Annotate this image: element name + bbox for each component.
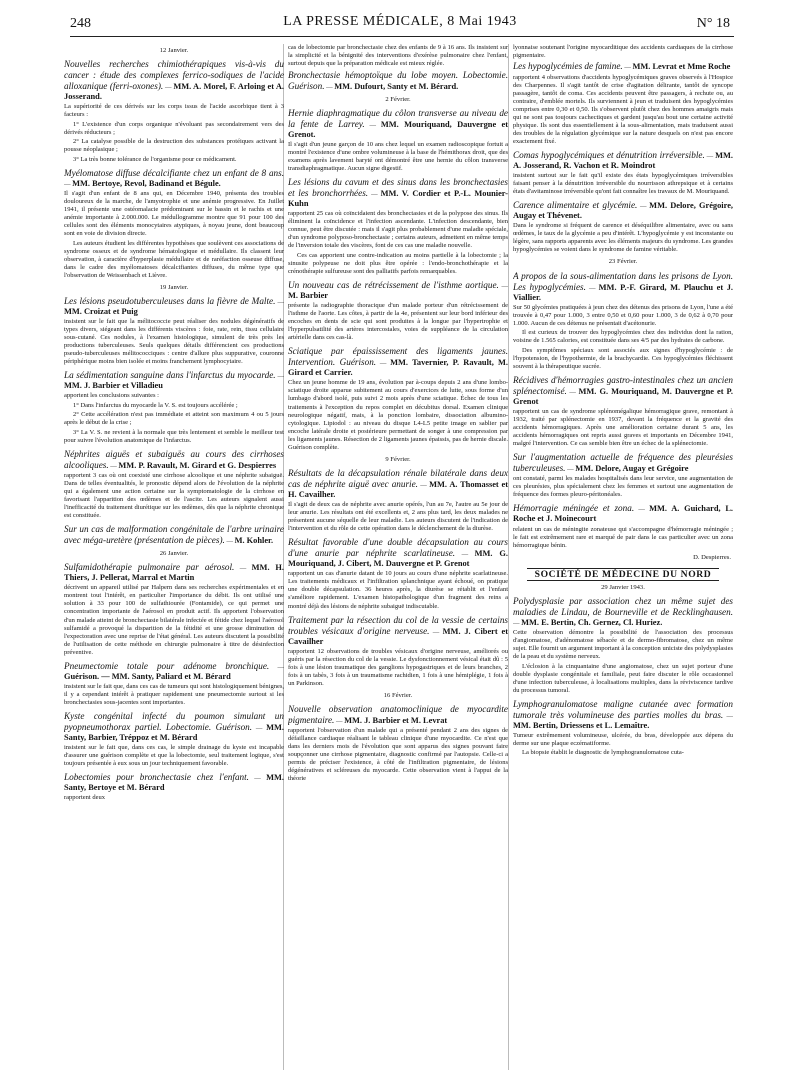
article-entry (288, 468, 508, 533)
article-paragraph: rapportent un cas de syndrome splénomégalique hémorragique grave, remontant à 1932, traité par splénectomie en 1937, devant la fréquence et la gravité des accidents hémorragiques. Après une amélioration certaine durant 5 ans, les accidents hémorragiques ont repris aussi graves et importants en Décembre 1941, malgré l'intervention. Ce cas semble bien être un échec de la splénectomie. (513, 407, 733, 448)
article-title: Lymphogranulomatose maligne cutanée avec formation tumorale très volumineuse des parties molles du bras. (513, 698, 733, 720)
session-date: 16 Février. (383, 691, 413, 699)
title-separator: — (429, 628, 443, 636)
article-title: Sur un cas de malformation congénitale de l'arbre urinaire avec méga-uretère (présentation de pièces). (64, 524, 284, 546)
title-separator: — (417, 481, 430, 489)
title-separator: — (585, 284, 599, 292)
title-separator: — (234, 565, 252, 573)
page-number: 248 (70, 16, 91, 31)
session-date: 23 Février. (608, 258, 638, 266)
article-authors: MM. Tavernier, P. Ravault, M. Girard et Carrier. (288, 358, 508, 378)
article-heading (64, 772, 284, 793)
article-authors: MM. P.-F. Girard, M. Plauchu et J. Viallier. (513, 282, 733, 302)
article-paragraph: La supériorité de ces dérivés sur les corps issus de l'acide ascorbique tient à 3 facteurs : (64, 103, 284, 119)
article-title: Kyste congénital infecté du poumon simulant un pyopneumothorax partiel. Lobectomie. Guérison. (64, 710, 284, 733)
article-paragraph: La biopsie établit le diagnostic de lymphogranulomatose cuta- (522, 749, 684, 757)
article-paragraph: 2° Cette accélération n'est pas immédiate et atteint son maximum 4 ou 5 jours après le début de la crise ; (64, 411, 284, 427)
article-paragraph: ont constaté, parmi les malades hospitalisés dans leur service, une augmentation de ces pleurésies, plus spécialement chez les femmes et surtout une augmentation de fréquence des formes pleuro-péritonéales. (513, 475, 733, 499)
article-authors: MM. Santy, Barbier, Tréppoz et M. Bérard (64, 723, 284, 743)
article-paragraph: Cette observation démontre la possibilité de l'association des processus d'angiomatose, d'adénomatose sébacée et de dermo-fibromatose, chez un même sujet. Elle fournit un argument important à la conception uniciste des polydysplasies de la peau et du système nerveux. (513, 628, 733, 661)
article-entry (513, 375, 733, 448)
article-entry (513, 150, 733, 196)
article-body (64, 392, 284, 444)
article-title: Sulfamidothérapie pulmonaire par aérosol. (64, 562, 235, 573)
article-heading (288, 615, 508, 647)
article-paragraph: présente la radiographie thoracique d'un malade porteur d'un rétrécissement de l'isthme de l'aorte. Les côtes, à partir de la 4e, présentent sur leur bord inférieur des encoches en dents de scie qui sont produites à la longue par l'hypertrophie et l'hyperpulsatilité des artères intercostales, voies de suppléance de la circulation artérielle dans ces cas-là. (288, 302, 508, 342)
title-separator: — (637, 203, 650, 211)
article-paragraph: relatent un cas de méningite zonateuse qui s'accompagne d'hémorragie méningée ; le fait est extrêmement rare et marqué de pair dans le cas particulier avec un zona hémorragique bénin. (513, 525, 733, 549)
article-body (513, 74, 733, 146)
article-entry (513, 503, 733, 549)
article-authors: MM. A. Josserand, R. Vachon et R. Moindrot (513, 150, 733, 170)
article-paragraph: rapportent l'observation d'un malade qui a présenté pendant 2 ans des signes de défaillance cardiaque réalisant le tableau clinique d'une myocardite. Ce n'est que dans les derniers mois de l'évolution que sont apparus des signes pouvant faire soupçonner une cirrhose pigmentaire, diagnostic confirmé par l'autopsie. Celle-ci a permis de préciser l'existence, à côté de l'infiltration pigmentaire, de lésions dégénératives et scléreuses du myocarde. Cette observation vient à l'appui de la théorie (288, 727, 508, 783)
article-authors: MM. G. Mouriquand, M. Dauvergne et P. Grenot (513, 386, 733, 406)
article-authors: MM. Bertoye, Revol, Badinand et Bégule. (72, 178, 221, 188)
article-paragraph: Les auteurs étudient les différentes hypothèses que soulèvent ces associations de syndrome osseux et de syndrome hématologique et médullaire. Ils classent leur observation, à caractère d'hyperplasie médullaire et de raréfaction osseuse diffuse, dans le cadre des myélomatoses décalcifiantes diffuses, du même type que l'observation de Weissenbach et Lièvre. (64, 239, 284, 279)
article-entry (288, 280, 508, 342)
article-body (513, 732, 733, 758)
article-body (513, 222, 733, 254)
section-signature: D. Despierres. (693, 553, 731, 561)
article-heading (288, 346, 508, 378)
article-title: Carence alimentaire et glycémie. (513, 200, 638, 211)
article-heading (64, 524, 284, 546)
article-body (288, 570, 508, 610)
column-divider (508, 44, 509, 1070)
society-heading: SOCIÉTÉ DE MÉDECINE DU NORD (527, 568, 719, 581)
header-rule (70, 36, 734, 37)
article-heading (288, 280, 508, 301)
article-authors: MM. Delore, Grégoire, Augay et Thévenet. (513, 201, 733, 221)
article-paragraph: rapportent deux (64, 794, 105, 802)
article-paragraph: rapportent 4 observations d'accidents hypoglycémiques graves observés à l'Hospice des Charpennes. Il s'agit tantôt de crise d'agitation délirante, tantôt de syncope passagère, tantôt de coma. Ces accidents peuvent être passagers, à rechute ou, au contraire, d'emblée mortels. Ils surviennent à jeun et traduisent des hypoglycémies comprises entre 0,30 et 0,50. Ils s'observent plutôt chez des hommes amaigris mais qui ne sont pas toujours cachectiques et gardent jusqu'au bout une certaine activité physique. Ils sont dus essentiellement à la sous-alimentation, mais traduisent aussi des troubles de la régulation glycémique sur la nature desquels on n'est pas encore exactement fixé. (513, 73, 733, 145)
article-entry (513, 452, 733, 499)
article-paragraph: Chez un jeune homme de 19 ans, évolution par à-coups depuis 2 ans d'une lombo-sciatique droite apparue subitement au cours d'exercices de lutte, sous forme d'un lumbago d'abord isolé, puis suivi 2 mois après d'une sciatique. Échec de tous les traitements à l'exception du repos complet en décubitus dorsal. Examen clinique neurologique négatif, mais, à la ponction lombaire, dissociation albumino-cytologique. Lipiodol : au niveau du disque L4-L5 petite image en sablier par encoche latérale droite et postérieure permettant de songer à une compression par les ligaments jaunes. Résection de 2 ligaments jaunes épaissis, pas de hernie discale. Guérison complète. (288, 379, 508, 451)
article-paragraph: insistent sur le fait que la mélitococcie peut réaliser des nodules dégénératifs de types divers, siégeant dans les différents viscères : foie, rate, rein, tissu cellulaire sous-cutané. Ces nodules, à l'examen histologique, simulent de très près les productions tuberculeuses. Seuls quelques détails différencient ces productions pseudo-tuberculeuses mélitococciques : centre d'allure plus suppurative, couronne périphérique moins bien isolée et moins franchement lymphocytaire. (64, 317, 284, 366)
article-title: Pneumectomie totale pour adénome bronchique. (64, 660, 270, 671)
article-heading (288, 177, 508, 209)
article-paragraph: 3° La très bonne tolérance de l'organisme pour ce médicament. (73, 155, 237, 163)
article-heading (513, 452, 733, 474)
article-title: Traitement par la résection du col de la vessie de certains troubles vésicaux d'origine nerveuse. (288, 614, 508, 636)
article-authors: MM. V. Cordier et P.-L. Mounier-Kuhn (288, 189, 508, 209)
article-paragraph: Sur 50 glycémies pratiquées à jeun chez des détenus des prisons de Lyon, l'une a été trouvée à 0,47 pour 1.000, 3 entre 0,50 et 0,60 pour 1.000, 3 de 0,62 à 0,70 pour 1.000. Aucun de ces détenus ne présentait d'acétonurie. (513, 303, 733, 327)
article-authors: MM. Croizat et Puig (64, 306, 138, 316)
article-body (64, 190, 284, 280)
article-body (64, 744, 284, 768)
article-title: Les hypoglycémies de famine. (513, 61, 623, 72)
article-entry (513, 61, 733, 145)
article-heading (513, 271, 733, 303)
article-body (288, 210, 508, 276)
article-paragraph: Tumeur extrêmement volumineuse, ulcérée, du bras, développée aux dépens du derme sur une plaque eczématiforme. (513, 731, 733, 747)
article-authors: MM. Dufourt, Santy et M. Bérard. (334, 81, 459, 91)
article-body (64, 683, 284, 707)
title-separator: — (376, 360, 391, 368)
article-heading (288, 108, 508, 140)
article-paragraph: 3° La V. S. ne revient à la normale que très lentement et semble le meilleur test pour suivre l'évolution anatomique de l'infarctus. (64, 428, 284, 444)
article-authors: MM. J. Barbier et Villadieu (64, 381, 163, 391)
article-paragraph: L'éclosion à la cinquantaine d'une angiomatose, chez un sujet porteur d'une double dysplasie congénitale et familiale, peut faire discuter le rôle occasionnel d'une infection tuberculeuse, à localisations multiples, dans la réviviscence tardive du processus tumoral. (513, 662, 733, 694)
article-body (288, 379, 508, 451)
article-entry (64, 296, 284, 366)
title-separator: — (334, 718, 345, 726)
article-authors: MM. J. Cibert et Cavailher (288, 626, 508, 646)
continued-paragraph: cas de lobectomie par bronchectasie chez des enfants de 9 à 16 ans. Ils insistent sur la simplicité et la bénignité des interventions d'exérèse pulmonaire chez l'enfant, surtout depuis que la préparation médicale est mieux réglée. (288, 44, 508, 68)
title-separator: — (566, 388, 579, 396)
article-authors: MM. J. Barbier et M. Levrat (344, 716, 448, 726)
article-paragraph: insistent sur le fait que, dans ces cas, le simple drainage du kyste est incapable d'assurer une guérison complète et que la lobectomie, seul traitement logique, s'est toujours présentée à eux sous un jour techniquement favorable. (64, 744, 284, 768)
article-paragraph: Il est curieux de trouver des hypoglycémies chez des individus dont la ration, voisine de 1.565 calories, est constituée dans ses 4/5 par des hydrates de carbone. (513, 329, 733, 345)
article-paragraph: 2° La catalyse possible de la destruction des substances protéiques activant la pousse néoplasique ; (64, 138, 284, 154)
title-separator: — (455, 551, 475, 559)
article-heading (288, 537, 508, 569)
article-authors: M. Kohler. (234, 536, 274, 546)
article-paragraph: apportent les conclusions suivantes : (64, 392, 159, 400)
article-body (513, 304, 733, 371)
article-paragraph: Dans le syndrome si fréquent de carence et déséquilibre alimentaire, avec ou sans œdèmes, le taux de la glycémie a peu d'intérêt. L'hypoglycémie y est inconstante ou légère, sans rapports apparents avec les éléments majeurs du syndrome. Les grandes hypoglycémies se voient dans le syndrome de famine véritable. (513, 222, 733, 254)
article-heading (513, 200, 733, 221)
session-date: 9 Février. (385, 455, 411, 463)
article-entry (64, 370, 284, 445)
article-title: Nouvelle observation anatomoclinique de myocardite pigmentaire. (288, 703, 508, 726)
title-separator: — (498, 282, 508, 290)
article-title: Lobectomies pour bronchectasie chez l'enfant. (64, 772, 249, 783)
article-title: Résultats de la décapsulation rénale bilatérale dans deux cas de néphrite aiguë avec anurie. (288, 467, 508, 489)
article-title: Bronchectasie hémoptoïque du lobe moyen. Lobectomie. Guérison. (288, 69, 508, 91)
article-body (288, 302, 508, 342)
article-paragraph: insistent sur le fait que, dans ces cas de tumeurs qui sont histologiquement bénignes, il y a cependant intérêt à pratiquer rapidement une pneumectomie surtout si les bronchectasies sous-jacentes sont importantes. (64, 682, 284, 706)
article-heading (288, 70, 508, 92)
article-entry (64, 661, 284, 707)
article-title: Hémorragie méningée et zona. (513, 503, 635, 514)
article-entry (513, 271, 733, 371)
title-separator: — (368, 191, 381, 199)
article-title: Les lésions pseudotuberculeuses dans la fièvre de Malte. (64, 295, 276, 306)
article-title: Myélomatose diffuse décalcifiante chez un enfant de 8 ans. (64, 167, 284, 178)
session-date: 26 Janvier. (159, 550, 189, 558)
title-separator: — (364, 121, 381, 129)
title-separator: — (252, 725, 267, 733)
title-separator: — (565, 466, 576, 474)
article-heading (513, 699, 733, 731)
article-title: Comas hypoglycémiques et dénutrition irréversible. (513, 149, 705, 160)
article-entry (288, 70, 508, 92)
title-separator: — (622, 64, 633, 72)
article-authors: MM. Delore, Augay et Grégoire (575, 464, 689, 474)
article-authors: MM. Bertin, Driessens et L. Lemaître. (513, 720, 650, 730)
article-paragraph: insistent surtout sur le fait qu'il existe des états hypoglycémiques irréversibles faisant penser à la dénutrition irréversible du nourrisson athrepsique et à certains états d'avitaminose irréversible qu'ont fait connaître les travaux de M. Mouriquand. (513, 172, 733, 196)
article-paragraph: rapportent un cas d'anurie datant de 10 jours au cours d'une néphrite scarlatineuse. Les traitements médicaux et l'infiltration splanchnique ayant échoué, on pratique une double décapsulation. 36 heures après, la diurèse se rétablit et l'enfant s'améliore rapidement. L'examen histopathologique d'un fragment des reins a montré déjà des lésions de néphrite subaiguë indiscutable. (288, 570, 508, 610)
running-header (70, 14, 730, 34)
article-heading (513, 503, 733, 524)
text-column-3 (513, 44, 733, 1074)
article-entry (513, 200, 733, 254)
article-authors: MM. A. Thomasset et H. Cavailher. (288, 479, 508, 499)
article-entry (288, 537, 508, 610)
title-separator: — (269, 663, 284, 671)
article-heading (288, 704, 508, 726)
title-separator: — (275, 298, 284, 306)
title-separator: — (324, 83, 335, 91)
article-heading (64, 168, 284, 189)
article-paragraph: rapportent 25 cas où coïncidaient des bronchectasies et de la polypose des sinus. Ils éliminent la coïncidence et l'infection ascendante. L'infection descendante, bien connue, peut être discutée : mais il s'agit plus probablement d'une maladie spéciale, d'un syndrome polyposo-bronchectasie ; certains auteurs, admettent en même temps de l'inversion totale des viscères, font de ces cas une maladie nouvelle. (288, 210, 508, 250)
article-title: Récidives d'hémorragies gastro-intestinales chez un ancien splénectomisé. (513, 374, 733, 396)
article-entry (64, 562, 284, 657)
text-column-1 (64, 44, 284, 1074)
title-separator: — (704, 152, 716, 160)
title-separator: — (224, 538, 235, 546)
title-separator: — (513, 619, 522, 627)
article-entry (64, 711, 284, 768)
article-title: Résultat favorable d'une double décapsulation au cours d'une anurie par néphrite scarlatineuse. (288, 537, 508, 559)
article-authors: MM. A. Morel, F. Arloing et A. Josserand. (64, 82, 284, 102)
article-heading (513, 375, 733, 407)
article-body (513, 408, 733, 448)
article-body (64, 472, 284, 520)
article-authors: MM. G. Mouriquand, J. Cibert, M. Dauvergne et P. Grenot (288, 549, 508, 569)
continued-paragraph: lyonnaise soutenant l'origine myocarditique des accidents cardiaques de la cirrhose pigmentaire. (513, 44, 733, 60)
article-heading (64, 661, 284, 682)
article-authors: MM. H. Thiers, J. Pellerat, Marral et Martin (64, 563, 284, 583)
journal-title: LA PRESSE MÉDICALE, 8 Mai 1943 (283, 14, 517, 29)
article-heading (513, 150, 733, 171)
article-paragraph: Il s'agit d'un enfant de 8 ans qui, en Décembre 1940, présenta des troubles douloureux de la marche, de l'amyotrophie et une anémie progressive. En Juillet 1941, il présente une ostéomalacie prédominant sur le bassin et le rachis et une anémie importante à 2.000.000. Le médullogramme montre que 91 pour 100 des cellules sont des éléments monocytaires atypiques, à noyau jeune, dont beaucoup sont en voie de division directe. (64, 189, 284, 238)
article-heading (513, 596, 733, 628)
article-authors: MM. E. Bertin, Ch. Gernez, Cl. Huriez. (521, 617, 663, 627)
article-body (64, 103, 284, 164)
article-authors: MM. P. Ravault, M. Girard et G. Despierres (118, 460, 277, 470)
article-authors: MM. Mouriquand, Dauvergne et Grenot. (288, 119, 508, 139)
article-title: Hernie diaphragmatique du côlon transverse au niveau de la fente de Larrey. (288, 107, 508, 129)
article-entry (64, 524, 284, 546)
article-entry (288, 346, 508, 452)
article-title: Nouvelles recherches chimiothérapiques vis-à-vis du cancer : étude des complexes ferrico-sodiques de l'acide alloxanique (ferri-oxones). (64, 59, 284, 92)
article-entry (513, 699, 733, 758)
article-paragraph: rapportent 3 cas où ont coexisté une cirrhose alcoolique et une néphrite subaiguë. Dans de telles éventualités, le pronostic dépend alors de l'évolution de la néphrite qui a également une action certaine sur la symptomatologie de la cirrhose en favorisant l'apparition des œdèmes et de l'ascite. Les auteurs signalent aussi l'inefficacité du traitement diurétique sur les œdèmes, dès que la néphrite chronique est constituée. (64, 471, 284, 520)
session-date: 2 Février. (385, 95, 411, 103)
session-date: 12 Janvier. (159, 47, 189, 54)
article-heading (64, 711, 284, 743)
article-title: Néphrites aiguës et subaiguës au cours des cirrhoses alcooliques. (64, 448, 284, 470)
title-separator: — (275, 373, 284, 381)
article-body (513, 629, 733, 695)
article-heading (513, 61, 733, 72)
article-authors: M. Barbier (288, 290, 329, 300)
article-body (288, 141, 508, 173)
article-body (64, 584, 284, 656)
article-paragraph: décrivent un appareil utilisé par Halpern dans ses recherches expérimentales et en montrent tout l'intérêt, en particulier l'importance du débit. Ils ont utilisé une solution à 33 pour 100 de sulfathiourée (Fontamide), ce qui permet une concentration importante de l'aérosol en produit actif. Ils apportent l'observation d'un malade atteint de bronchectasie bilatérale infectée et fétide chez lequel l'aérosol sulfamidé a provoqué la disparition de la fétidité et une grosse diminution de l'expectoration avec une reprise de l'état général. Les auteurs discutent la possibilité de l'utilisation de cette méthode en chirurgie pulmonaire à titre de désinfection préventive. (64, 584, 284, 656)
article-authors: Guérison. — MM. Santy, Paliard et M. Bérard (64, 671, 231, 681)
title-separator: — (248, 775, 267, 783)
article-body (288, 501, 508, 533)
article-entry (64, 168, 284, 280)
text-column-2 (288, 44, 508, 1074)
article-entry (64, 449, 284, 520)
article-body (513, 475, 733, 499)
article-paragraph: Des symptômes spéciaux sont associés aux signes d'hypoglycémie : de l'hypotension, de l'hypothermie, de la brachycardie. Ces hypoglycémies fléchissent souvent à la thérapeutique sucrée. (513, 346, 733, 370)
article-body (64, 794, 284, 802)
article-paragraph: Il s'agit de deux cas de néphrite avec anurie opérés, l'un au 7e, l'autre au 5e jour de leur anurie. Les résultats ont été excellents et, 2 ans plus tard, les deux malades ne présentent aucune séquelle de leur maladie. Les auteurs discutent de l'indication de l'intervention et du rôle de cette opération dans le déclenchement de la diurèse. (288, 500, 508, 533)
article-title: A propos de la sous-alimentation dans les prisons de Lyon. Les hypoglycémies. (513, 270, 733, 292)
article-entry (288, 177, 508, 276)
article-paragraph: 1° L'existence d'un corps organique n'évoluant pas secondairement vers des dérivés réducteurs ; (64, 120, 284, 136)
session-date: 29 Janvier 1943. (601, 583, 645, 591)
issue-number: N° 18 (696, 16, 730, 31)
article-title: Un nouveau cas de rétrécissement de l'isthme aortique. (288, 279, 499, 290)
article-paragraph: rapportent 12 observations de troubles vésicaux d'origine nerveuse, améliorés ou guéris par la résection du col de la vessie. Le dysfonctionnement vésical était dû : 5 fois à une lésion traumatique des ganglions hypogastriques et de leurs branches, 2 fois à un tabès, 3 fois à un traumatisme rachidien, 1 fois à une hémiplégie, 1 fois à un Parkinson. (288, 647, 508, 687)
title-separator: — (108, 462, 119, 470)
article-title: Sur l'augmentation actuelle de fréquence des pleurésies tuberculeuses. (513, 452, 733, 474)
article-paragraph: Il s'agit d'un jeune garçon de 10 ans chez lequel un examen radioscopique fortuit a montré l'existence d'une ombre volumineuse à la base de l'hémithorax droit, que des examens après lavement baryté ont démontré être une hernie du côlon transverse transdiaphragmatique. Aucun signe digestif. (288, 140, 508, 172)
session-date: 19 Janvier. (159, 283, 189, 291)
article-entry (64, 59, 284, 164)
article-body (513, 172, 733, 196)
article-authors: MM. A. Guichard, L. Roche et J. Moinecourt (513, 504, 733, 524)
title-separator: — (634, 506, 650, 514)
article-body (64, 318, 284, 366)
article-title: Polydysplasie par association chez un même sujet des maladies de Lindau, de Bourneville et de Recklinghausen. (513, 595, 733, 617)
article-entry (288, 108, 508, 173)
article-entry (64, 772, 284, 802)
article-title: Les lésions du cavum et des sinus dans les bronchectasies et les bronchorrhées. (288, 177, 508, 199)
article-entry (288, 704, 508, 783)
article-entry (513, 596, 733, 695)
title-separator: — (723, 712, 733, 720)
article-heading (64, 449, 284, 471)
article-entry (288, 615, 508, 688)
article-heading (64, 562, 284, 583)
article-authors: MM. Santy, Bertoye et M. Bérard (64, 773, 284, 793)
article-heading (64, 296, 284, 317)
article-title: Sciatique par épaississement des ligaments jaunes. Intervention. Guérison. (288, 346, 508, 368)
article-heading (288, 468, 508, 500)
article-authors: MM. Levrat et Mme Roche (632, 62, 731, 72)
title-separator: — (64, 180, 73, 188)
article-paragraph: Ces cas apportent une contre-indication au moins partielle à la lobectomie ; la sinusite polypeuse ne doit plus être opérée : l'endo-bronchothérapie et la crénothérapie sulfureuse sont des palliatifs parfois remarquables. (288, 251, 508, 275)
article-heading (64, 59, 284, 102)
article-title: La sédimentation sanguine dans l'infarctus du myocarde. (64, 370, 276, 381)
article-heading (64, 370, 284, 391)
article-paragraph: 1° Dans l'infarctus du myocarde la V. S. est toujours accélérée ; (73, 401, 238, 409)
article-body (513, 526, 733, 550)
article-body (288, 648, 508, 688)
article-body (288, 727, 508, 783)
title-separator: — (163, 84, 174, 92)
